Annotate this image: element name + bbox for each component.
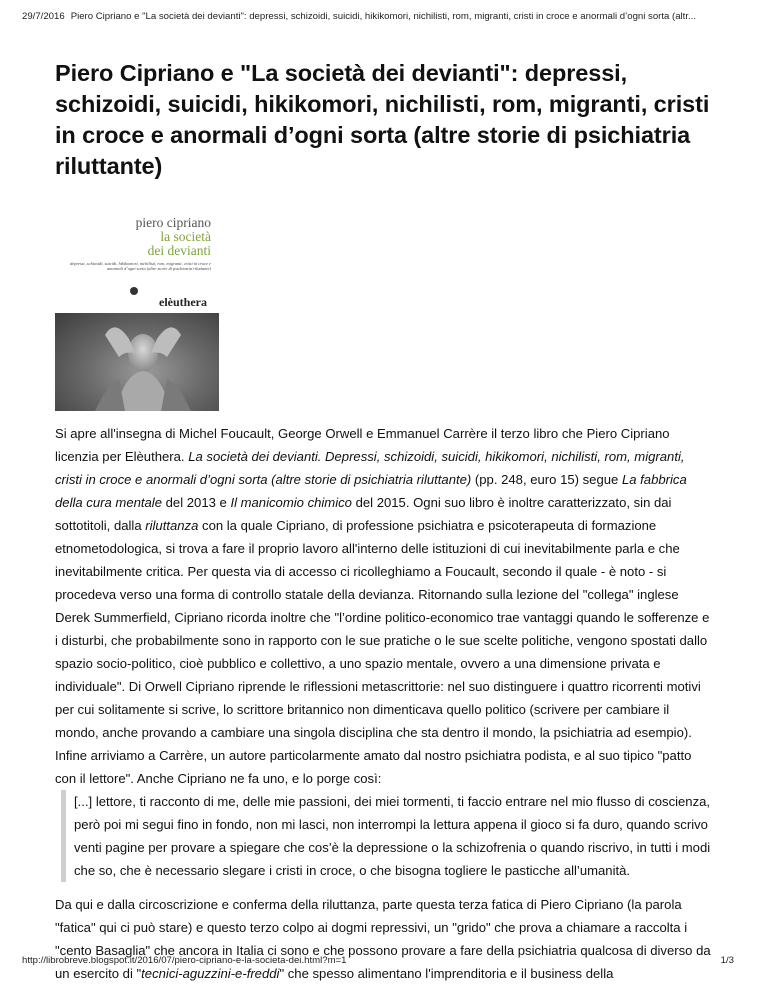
print-date: 29/7/2016 bbox=[22, 11, 65, 22]
quote-text: [...] lettore, ti racconto di me, delle mie passioni, dei miei tormenti, ti faccio entrare nel mio flusso di coscienza, però poi mi segui fino in fondo, non mi lasci, non interrompi la lettura appena il gioco si fa duro, quando scrivo venti pagine per provare a spiegare che cos’è la depressione o la schizofrenia o quando riscrivo, in tutti i modi che so, che è necessario slegare i cristi in croce, o che bisogna togliere le pasticche all’umanità. bbox=[74, 794, 711, 878]
paragraph-1-text: Si apre all'insegna di Michel Foucault, George Orwell e Emmanuel Carrère il terzo libro che Piero Cipriano licenzia per Elèuthera. bbox=[55, 426, 670, 464]
cover-title-line1: la società bbox=[160, 229, 211, 244]
paragraph-2-text: Da qui e dalla circoscrizione e conferma della riluttanza, parte questa terza fatica di Piero Cipriano (la parola "fatica" qui ci può stare) e questo terzo colpo ai dogmi repressivi, un "grido" che prova a chiamare a raccolta i "cento Basaglia" che ancora in Italia ci sono e che possono provare a fare della psichiatria qualcosa di diverso da un esercito di " bbox=[55, 897, 711, 981]
paragraph-1 bbox=[55, 422, 715, 790]
publisher-logo-icon bbox=[130, 287, 138, 295]
cover-publisher: elèuthera bbox=[159, 295, 207, 309]
cover-subtitle: depressi, schizoidi, suicidi, hikikomori, nichilisti, rom, migranti, cristi in croce e anormali d’ogni sorta (altre storie di psichiatria riluttante) bbox=[70, 261, 211, 272]
paragraph-1-text: del 2015. Ogni suo libro è inoltre caratterizzato, sin dai sottotitoli, dalla bbox=[55, 495, 672, 533]
cover-photo-figure-icon bbox=[55, 313, 219, 411]
article-title: Piero Cipriano e "La società dei devianti": depressi, schizoidi, suicidi, hikikomori, nichilisti, rom, migranti, cristi in croce e anormali d’ogni sorta (altre storie di psichiatria riluttante) bbox=[55, 60, 710, 179]
paragraph-1-text: (pp. 248, euro 15) segue bbox=[471, 472, 622, 487]
previous-book-2-italic: Il manicomio chimico bbox=[230, 495, 352, 510]
paragraph-2-italic: tecnici-aguzzini-e-freddi bbox=[141, 966, 280, 981]
riluttanza-italic: riluttanza bbox=[145, 518, 199, 533]
previous-book-1-italic: La fabbrica della cura mentale bbox=[55, 472, 687, 510]
print-page-number: 1/3 bbox=[720, 955, 734, 966]
print-header bbox=[22, 11, 696, 22]
paragraph-1-text: del 2013 e bbox=[162, 495, 231, 510]
book-title-italic: La società dei devianti. Depressi, schizoidi, suicidi, hikikomori, nichilisti, rom, migranti, cristi in croce e anormali d’ogni sorta (altre storie di psichiatria riluttante) bbox=[55, 449, 685, 487]
cover-author: piero cipriano bbox=[135, 215, 211, 230]
book-cover-top bbox=[55, 205, 219, 313]
paragraph-1-text: con la quale Cipriano, di professione psichiatra e psicoterapeuta di formazione etnometodologica, si trova a fare il proprio lavoro all'interno delle istituzioni di cui inevitabilmente parla e che inevitabilmente critica. Per questa via di accesso ci ricolleghiamo a Foucault, secondo il quale - è noto - si procedeva verso una forma di controllo statale della devianza. Ritornando sulla lezione del "collega" inglese Derek Summerfield, Cipriano ricorda inoltre che "l’ordine politico-economico trae vantaggi quando le sofferenze e i disturbi, che probabilmente sono in rapporto con le sue pratiche o le sue scelte politiche, vengono spostati dallo spazio socio-politico, cioè pubblico e collettivo, a uno spazio mentale, ovvero a una dimensione privata e individuale". Di Orwell Cipriano riprende le riflessioni metascrittorie: nel suo distinguere i quattro ricorrenti motivi per cui solitamente si scrive, lo scrittore britannico non dimenticava quello politico (scrivere per cambiare il mondo, anche provando a cambiare una singola disciplina che sta dentro il mondo, la psichiatria ad esempio). Infine arriviamo a Carrère, un autore particolarmente amato dal nostro psichiatra podista, e al suo tipico "patto con il lettore". Anche Cipriano ne fa uno, e lo porge così: bbox=[55, 518, 710, 786]
cover-photo bbox=[55, 313, 219, 411]
paragraph-2-text: " che spesso alimentano l'imprenditoria e il business della bbox=[279, 966, 614, 981]
article-body bbox=[55, 422, 715, 985]
print-footer bbox=[22, 955, 734, 966]
print-page-title: Piero Cipriano e "La società dei devianti": depressi, schizoidi, suicidi, hikikomori, nichilisti, rom, migranti, cristi in croce e anormali d’ogni sorta (altr... bbox=[70, 11, 697, 22]
block-quote bbox=[61, 790, 715, 882]
article bbox=[55, 46, 715, 985]
print-url: http://librobreve.blogspot.it/2016/07/piero-cipriano-e-la-societa-dei.html?m=1 bbox=[22, 955, 347, 966]
cover-title-line2: dei devianti bbox=[147, 243, 211, 258]
book-cover-image bbox=[55, 205, 219, 411]
paragraph-2 bbox=[55, 893, 715, 985]
